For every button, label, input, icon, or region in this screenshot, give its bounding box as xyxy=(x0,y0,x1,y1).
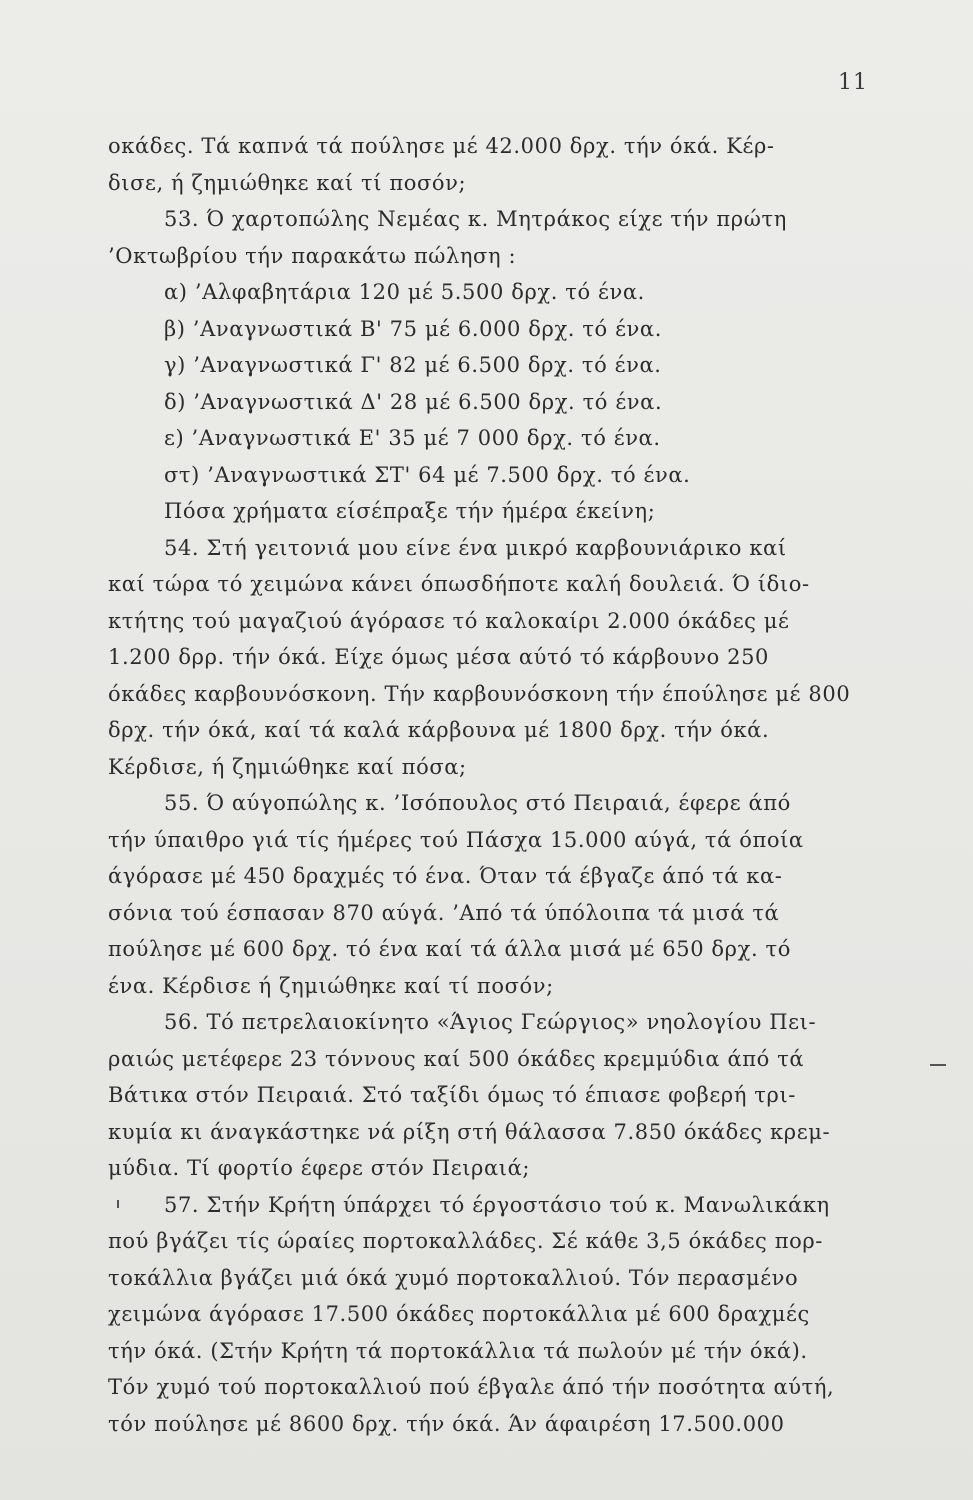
text-line: οκάδες. Τά καπνά τά πούλησε μέ 42.000 δρχ. τήν όκά. Κέρ- xyxy=(108,134,775,158)
text-line: στ) ’Αναγνωστικά ΣΤ' 64 μέ 7.500 δρχ. τό ένα. xyxy=(164,462,691,487)
text-line: ένα. Κέρδισε ή ζημιώθηκε καί τί ποσόν; xyxy=(108,973,554,998)
text-line: ραιώς μετέφερε 23 τόννους καί 500 όκάδες κρεμμύδια άπό τά xyxy=(108,1046,805,1071)
margin-tick xyxy=(117,1200,119,1208)
text-line: μύδια. Τί φορτίο έφερε στόν Πειραιά; xyxy=(108,1156,531,1180)
text-line: 54. Στή γειτονιά μου είνε ένα μικρό καρβουνιάρικο καί xyxy=(164,535,787,560)
text-line: ’Οκτωβρίου τήν παρακάτω πώληση : xyxy=(108,243,517,268)
text-line: Κέρδισε, ή ζημιώθηκε καί πόσα; xyxy=(108,754,467,779)
text-line: τήν όκά. (Στήν Κρήτη τά πορτοκάλλια τά πωλούν μέ τήν όκά). xyxy=(108,1338,808,1363)
text-line: τοκάλλια βγάζει μιά όκά χυμό πορτοκαλλιού. Τόν περασμένο xyxy=(108,1265,799,1290)
page-number: 11 xyxy=(838,70,868,95)
text-line: γ) ’Αναγνωστικά Γ' 82 μέ 6.500 δρχ. τό ένα. xyxy=(164,353,662,377)
text-line: Πόσα χρήματα είσέπραξε τήν ήμέρα έκείνη; xyxy=(164,499,656,523)
text-line: α) ’Αλφαβητάρια 120 μέ 5.500 δρχ. τό ένα. xyxy=(164,280,645,304)
text-line: Τόν χυμό τού πορτοκαλλιού πού έβγαλε άπό τήν ποσότητα αύτή, xyxy=(108,1375,835,1399)
text-line: όκάδες καρβουνόσκονη. Τήν καρβουνόσκονη τήν έπούλησε μέ 800 xyxy=(108,681,851,706)
text-line: τόν πούλησε μέ 8600 δρχ. τήν όκά. Άν άφαιρέση 17.500.000 xyxy=(108,1411,785,1436)
text-line: άγόρασε μέ 450 δραχμές τό ένα. Όταν τά έβγαζε άπό τά κα- xyxy=(108,864,783,888)
margin-mark xyxy=(930,1064,946,1066)
text-line: δ) ’Αναγνωστικά Δ' 28 μέ 6.500 δρχ. τό ένα. xyxy=(164,389,663,414)
text-line: 56. Τό πετρελαιοκίνητο «Άγιος Γεώργιος» νηολογίου Πει- xyxy=(164,1010,817,1034)
text-line: 57. Στήν Κρήτη ύπάρχει τό έργοστάσιο τού κ. Μανωλικάκη xyxy=(164,1192,830,1217)
text-line: δρχ. τήν όκά, καί τά καλά κάρβουνα μέ 1800 δρχ. τήν όκά. xyxy=(108,718,770,742)
text-line: ε) ’Αναγνωστικά Ε' 35 μέ 7 000 δρχ. τό ένα. xyxy=(164,426,661,450)
body-text xyxy=(108,128,908,1442)
text-line: 1.200 δρρ. τήν όκά. Είχε όμως μέσα αύτό τό κάρβουνο 250 xyxy=(108,645,770,669)
text-line: καί τώρα τό χειμώνα κάνει όπωσδήποτε καλή δουλειά. Ό ίδιο- xyxy=(108,572,810,596)
text-line: Βάτικα στόν Πειραιά. Στό ταξίδι όμως τό έπιασε φοβερή τρι- xyxy=(108,1083,796,1107)
text-line: β) ’Αναγνωστικά Β' 75 μέ 6.000 δρχ. τό ένα. xyxy=(164,316,662,341)
text-line: κτήτης τού μαγαζιού άγόρασε τό καλοκαίρι 2.000 όκάδες μέ xyxy=(108,608,790,633)
text-line: 53. Ό χαρτοπώλης Νεμέας κ. Μητράκος είχε τήν πρώτη xyxy=(164,207,787,231)
text-line: δισε, ή ζημιώθηκε καί τί ποσόν; xyxy=(108,170,467,195)
text-line: κυμία κι άναγκάστηκε νά ρίξη στή θάλασσα 7.850 όκάδες κρεμ- xyxy=(108,1119,831,1144)
text-line: σόνια τού έσπασαν 870 αύγά. ’Από τά ύπόλοιπα τά μισά τά xyxy=(108,900,780,925)
text-line: τήν ύπαιθρο γιά τίς ήμέρες τού Πάσχα 15.000 αύγά, τά όποία xyxy=(108,827,804,852)
text-line: 55. Ό αύγοπώλης κ. ’Ισόπουλος στό Πειραιά, έφερε άπό xyxy=(164,791,791,815)
text-line: πούλησε μέ 600 δρχ. τό ένα καί τά άλλα μισά μέ 650 δρχ. τό xyxy=(108,937,791,961)
text-line: χειμώνα άγόρασε 17.500 όκάδες πορτοκάλλια μέ 600 δραχμές xyxy=(108,1302,810,1326)
text-line: πού βγάζει τίς ώραίες πορτοκαλλάδες. Σέ κάθε 3,5 όκάδες πορ- xyxy=(108,1229,823,1253)
